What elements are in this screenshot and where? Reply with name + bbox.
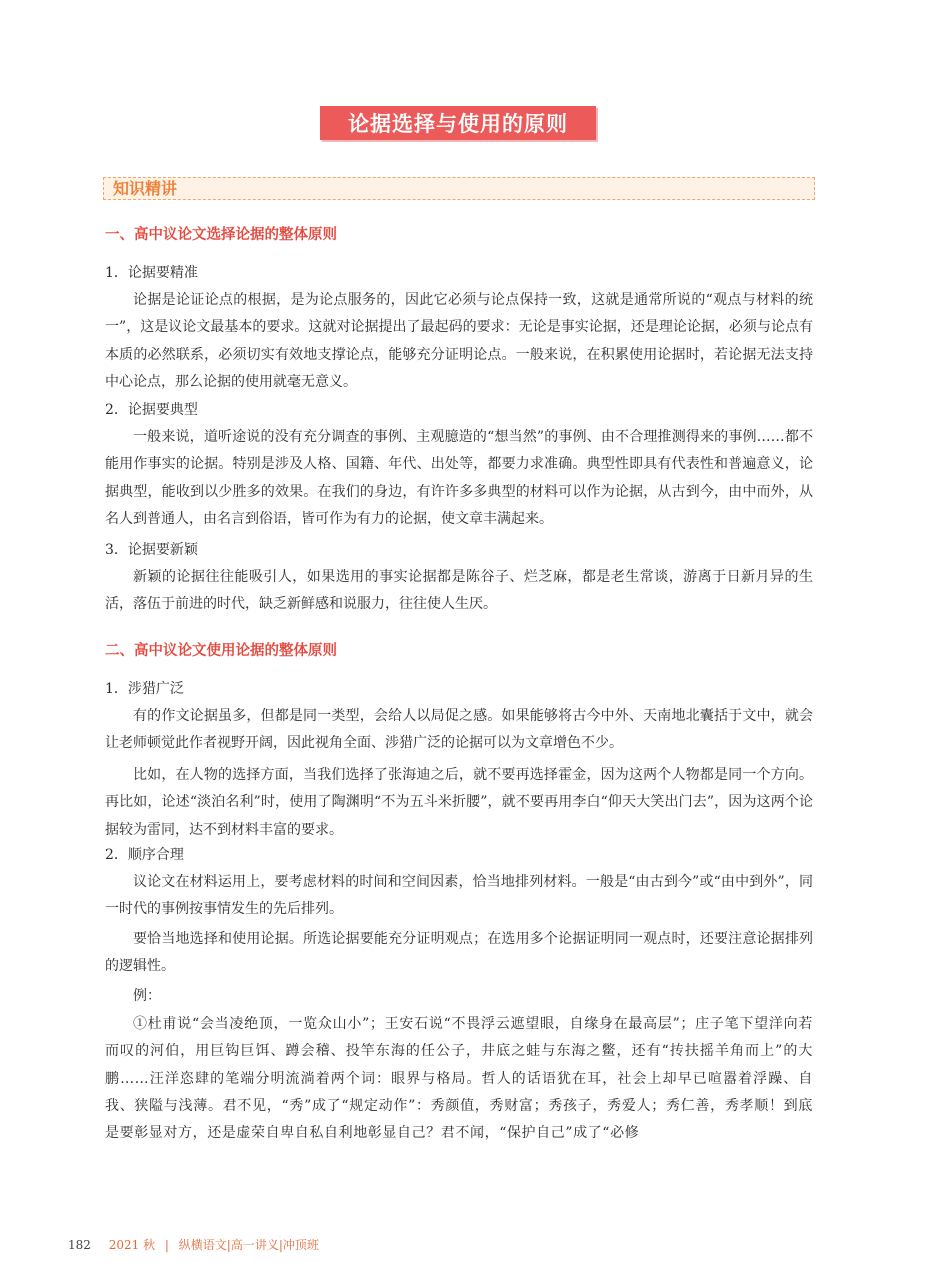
footer-separator: | bbox=[164, 1238, 169, 1252]
usage-2-text-a: 议论文在材料运用上，要考虑材料的时间和空间因素，恰当地排列材料。一般是“由古到今”或“由中到外”，同一时代的事例按事情发生的先后排列。 bbox=[105, 874, 813, 918]
point-3-text: 新颖的论据往往能吸引人，如果选用的事实论据都是陈谷子、烂芝麻，都是老生常谈，游离于日新月异的生活，落伍于前进的时代，缺乏新鲜感和说服力，往往使人生厌。 bbox=[105, 569, 813, 613]
page-title-banner bbox=[320, 106, 596, 140]
point-2-text: 一般来说，道听途说的没有充分调查的事例、主观臆造的“想当然”的事例、由不合理推测得来的事例……都不能用作事实的论据。特别是涉及人格、国籍、年代、出处等，都要力求准确。典型性即具有代表性和普遍意义，论据典型，能收到以少胜多的效果。在我们的身边，有许许多多典型的材料可以作为论据，从古到今，由中而外，从名人到普通人，由名言到俗语，皆可作为有力的论据，使文章丰满起来。 bbox=[105, 429, 813, 527]
point-1-text: 论据是论证论点的根据，是为论点服务的，因此它必须与论点保持一致，这就是通常所说的“观点与材料的统一”，这是议论文最基本的要求。这就对论据提出了最起码的要求：无论是事实论据，还是理论论据，必须与论点有本质的必然联系，必须切实有效地支撑论点，能够充分证明论点。一般来说，在积累使用论据时，若论据无法支持中心论点，那么论据的使用就毫无意义。 bbox=[105, 292, 813, 390]
section-label: 知识精讲 bbox=[113, 179, 178, 198]
usage-1-title: 1．涉猎广泛 bbox=[105, 681, 184, 697]
section-label-bar bbox=[103, 177, 815, 200]
page-footer bbox=[68, 1236, 319, 1253]
example-text: ①杜甫说“会当凌绝顶，一览众山小”；王安石说“不畏浮云遮望眼，自缘身在最高层”；庄子笔下望洋向若而叹的河伯，用巨钩巨饵、蹲会稽、投竿东海的任公子，井底之蛙与东海之鳖，还有“抟扶摇羊角而上”的大鹏……汪洋恣肆的笔端分明流淌着两个词：眼界与格局。哲人的话语犹在耳，社会上却早已喧嚣着浮躁、自我、狭隘与浅薄。君不见，“秀”成了“规定动作”：秀颜值，秀财富；秀孩子，秀爱人；秀仁善，秀孝顺！到底是要彰显对方，还是虚荣自卑自私自利地彰显自己？君不闻，“保护自己”成了“必修 bbox=[105, 1016, 813, 1142]
footer-course: 纵横语文|高一讲义|冲顶班 bbox=[178, 1238, 319, 1252]
heading-usage-principles: 二、高中议论文使用论据的整体原则 bbox=[105, 643, 337, 659]
usage-2-title: 2．顺序合理 bbox=[105, 847, 184, 863]
page-title: 论据选择与使用的原则 bbox=[348, 112, 568, 136]
usage-2-text-b: 要恰当地选择和使用论据。所选论据要能充分证明观点；在选用多个论据证明同一观点时，还要注意论据排列的逻辑性。 bbox=[105, 931, 813, 975]
usage-1-text-a: 有的作文论据虽多，但都是同一类型，会给人以局促之感。如果能够将古今中外、天南地北囊括于文中，就会让老师顿觉此作者视野开阔，因此视角全面、涉猎广泛的论据可以为文章增色不少。 bbox=[105, 708, 813, 752]
point-3-title: 3．论据要新颖 bbox=[105, 542, 198, 558]
example-label: 例： bbox=[133, 988, 161, 1004]
footer-year: 2021 秋 bbox=[108, 1238, 156, 1252]
page-number: 182 bbox=[68, 1238, 91, 1252]
point-2-title: 2．论据要典型 bbox=[105, 402, 198, 418]
point-1-title: 1．论据要精准 bbox=[105, 265, 198, 281]
usage-1-text-b: 比如，在人物的选择方面，当我们选择了张海迪之后，就不要再选择霍金，因为这两个人物都是同一个方向。再比如，论述“淡泊名利”时，使用了陶渊明“不为五斗米折腰”，就不要再用李白“仰天大笑出门去”，因为这两个论据较为雷同，达不到材料丰富的要求。 bbox=[105, 767, 813, 838]
heading-selection-principles: 一、高中议论文选择论据的整体原则 bbox=[105, 227, 337, 243]
